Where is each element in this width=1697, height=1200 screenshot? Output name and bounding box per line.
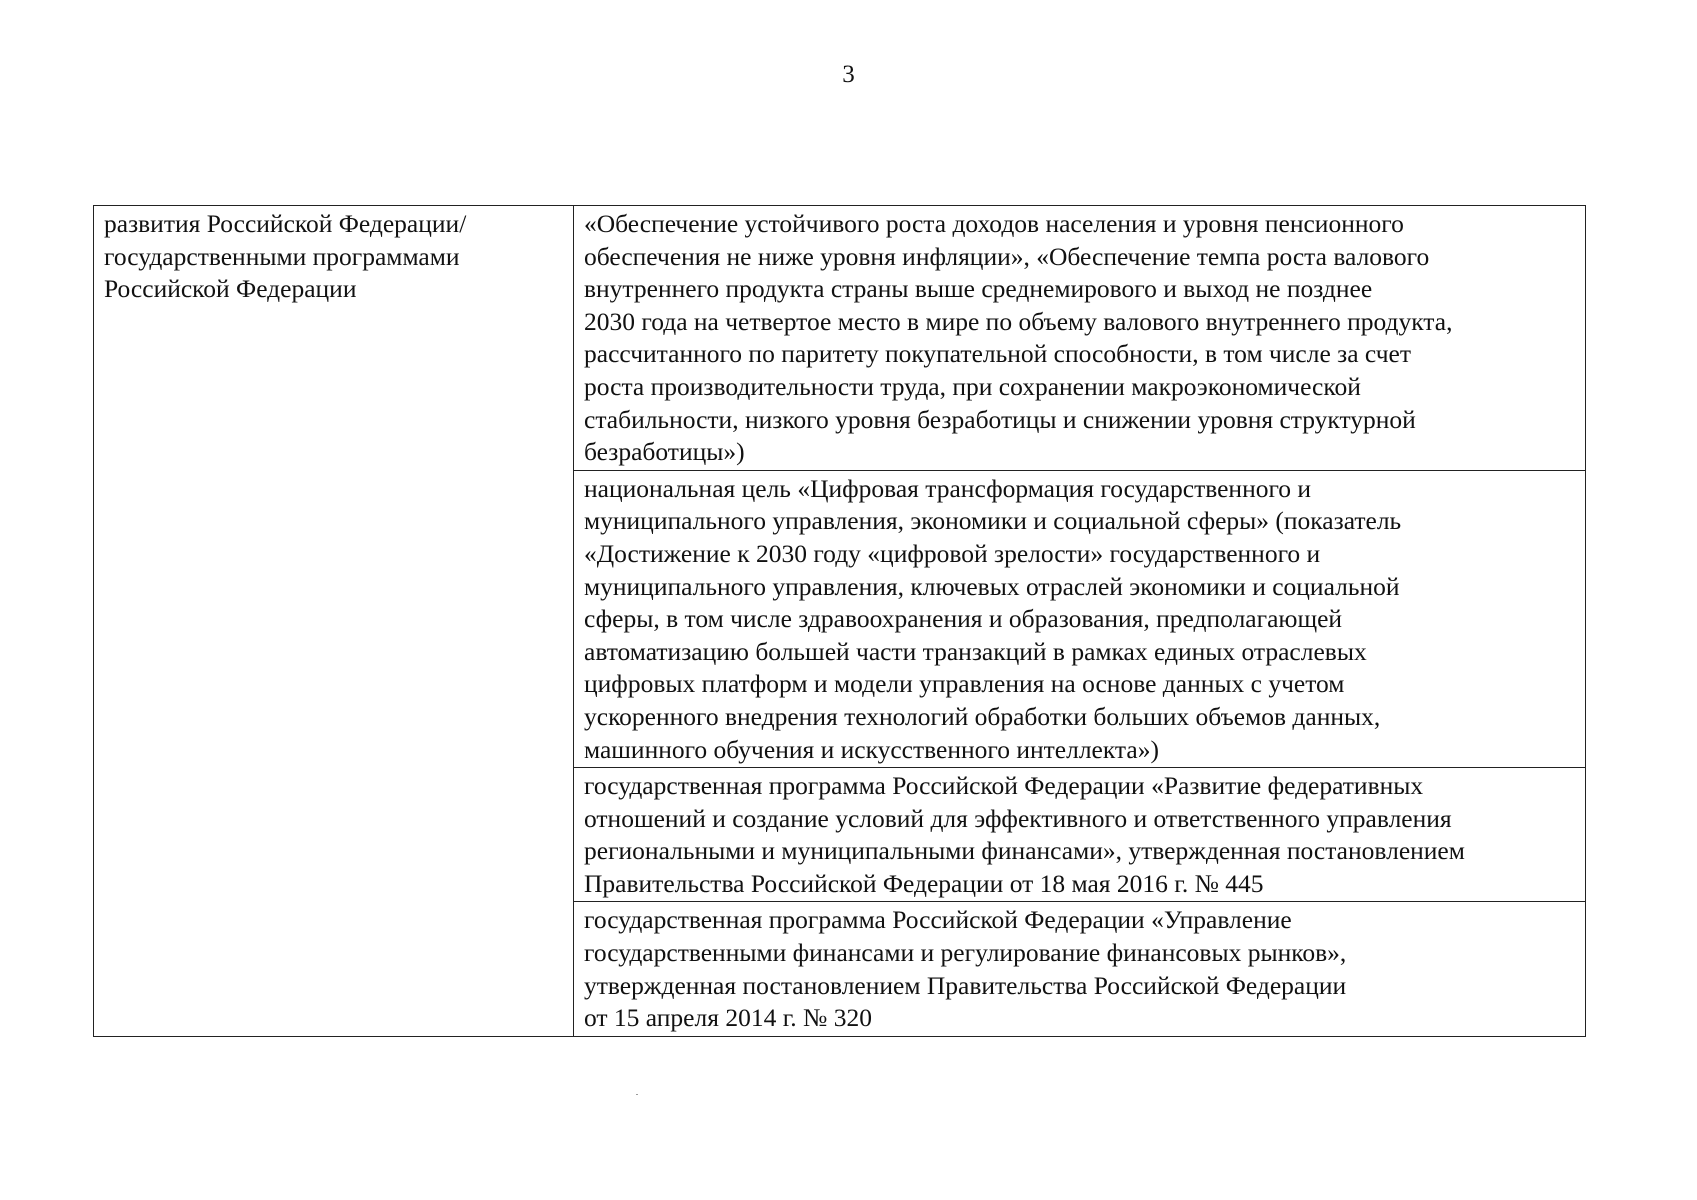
cell-text: государственная программа Российской Федерации «Управление государственными финансами и регулирование финансовых рынков», утвержденная постановлением Правительства Российской Федерации от 15 апреля 2014 г. № 320 xyxy=(584,905,1347,1033)
cell-text: государственная программа Российской Федерации «Развитие федеративных отношений и создание условий для эффективного и ответственного управления региональными и муниципальными финансами», утвержденная постановлением Правительства Российской Федерации от 18 мая 2016 г. № 445 xyxy=(584,771,1465,898)
right-cell-federative-relations-program xyxy=(574,768,1586,902)
left-column-text: развития Российской Федерации/ государственными программами Российской Федерации xyxy=(104,209,467,304)
right-cell-public-finance-program xyxy=(574,902,1586,1036)
cell-text: «Обеспечение устойчивого роста доходов населения и уровня пенсионного обеспечения не ниже уровня инфляции», «Обеспечение темпа роста валового внутреннего продукта страны выше среднемирового и выход не позднее 2030 года на четвертое место в мире по объему валового внутреннего продукта, рассчитанного по паритету покупательной способности, в том числе за счет роста производительности труда, при сохранении макроэкономической стабильности, низкого уровня безработицы и снижении уровня структурной безработицы») xyxy=(584,209,1453,467)
left-column-cell xyxy=(94,206,574,1037)
cell-text: национальная цель «Цифровая трансформация государственного и муниципального управления, экономики и социальной сферы» (показатель «Достижение к 2030 году «цифровой зрелости» государственного и муниципального управления, ключевых отраслей экономики и социальной сферы, в том числе здравоохранения и образования, предполагающей автоматизацию большей части транзакций в рамках единых отраслевых цифровых платформ и модели управления на основе данных с учетом ускоренного внедрения технологий обработки больших объемов данных, машинного обучения и искусственного интеллекта») xyxy=(584,473,1402,764)
right-cell-indicators xyxy=(574,206,1586,471)
table-row xyxy=(94,206,1586,471)
right-cell-digital-transformation xyxy=(574,470,1586,767)
page-number: 3 xyxy=(842,61,855,88)
goals-programs-table xyxy=(93,205,1586,1037)
scan-speck xyxy=(636,1094,638,1095)
